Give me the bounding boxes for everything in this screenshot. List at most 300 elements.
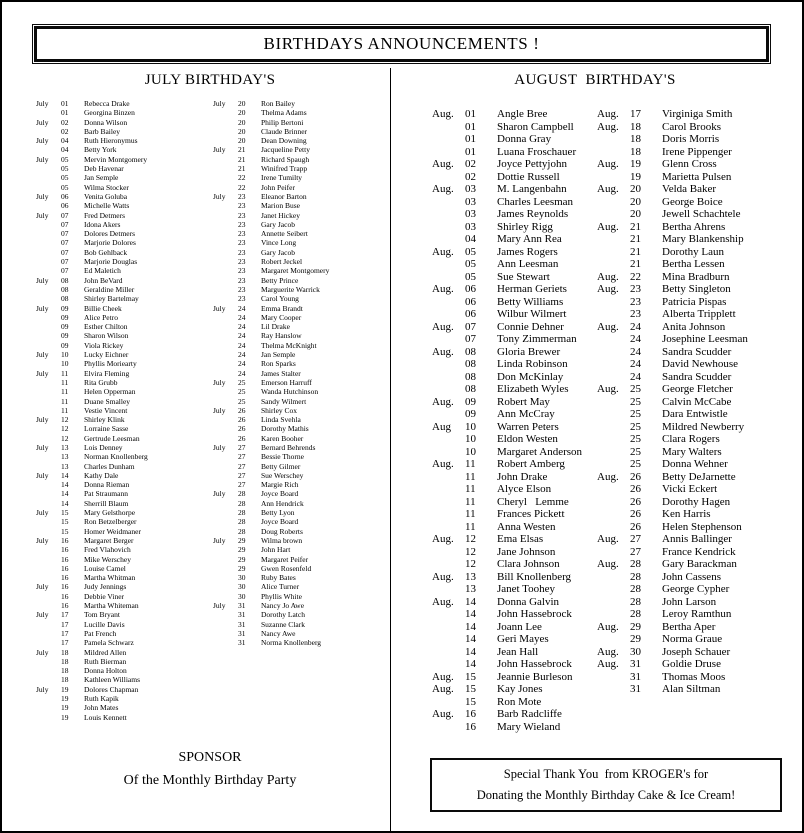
month-label	[432, 483, 465, 496]
birthday-row	[432, 658, 595, 671]
birthday-row	[213, 136, 389, 145]
person-name: Mina Bradburn	[662, 270, 730, 283]
person-name: Shirley Rigg	[497, 220, 553, 233]
person-name: John Cassens	[662, 570, 721, 583]
month-label	[36, 387, 61, 396]
month-label	[36, 434, 61, 443]
birthday-row	[597, 158, 792, 171]
month-label	[213, 155, 238, 164]
august-column-1	[432, 108, 595, 733]
day-label: 18	[630, 145, 641, 158]
day-label: 02	[61, 126, 69, 136]
person-name: Thelma Adams	[261, 108, 307, 118]
month-label: July	[213, 405, 226, 415]
birthday-row	[36, 685, 208, 694]
person-name: Robert May	[497, 395, 550, 408]
month-label	[432, 171, 465, 184]
person-name: Norma Knollenberg	[261, 638, 322, 648]
birthday-row	[36, 443, 208, 452]
person-name: Bertha Ahrens	[662, 220, 726, 233]
day-label: 19	[61, 694, 69, 703]
birthday-row	[432, 421, 595, 434]
person-name: Sue Stewart	[497, 270, 550, 283]
person-name: Robert Jeckel	[261, 257, 303, 267]
person-name: Kay Jones	[497, 683, 543, 695]
person-name: Sandra Scudder	[662, 370, 732, 383]
month-label	[213, 508, 238, 517]
day-label: 07	[465, 333, 476, 345]
person-name: Billie Cheek	[84, 303, 122, 313]
month-label	[36, 406, 61, 415]
month-label	[213, 322, 238, 331]
day-label: 24	[238, 340, 246, 350]
month-label	[213, 610, 238, 619]
month-label	[213, 359, 238, 368]
person-name: Mike Werschey	[84, 554, 131, 564]
month-label	[432, 471, 465, 484]
month-label	[597, 396, 630, 409]
month-label	[597, 208, 630, 221]
day-label: 05	[61, 164, 69, 174]
birthday-row	[213, 489, 389, 498]
birthday-row	[597, 183, 792, 196]
birthday-row	[597, 633, 792, 646]
person-name: John Hassebrock	[497, 608, 572, 620]
day-label: 04	[465, 233, 476, 245]
person-name: Betty Singleton	[662, 283, 731, 295]
day-label: 31	[630, 683, 641, 695]
day-label: 01	[465, 120, 476, 133]
person-name: Sharon Campbell	[497, 120, 574, 133]
month-label	[213, 285, 238, 294]
day-label: 26	[630, 470, 641, 483]
birthday-row	[432, 321, 595, 334]
day-label: 09	[61, 312, 69, 322]
person-name: Joann Lee	[497, 620, 542, 633]
person-name: Ann McCray	[497, 408, 555, 420]
month-label	[36, 397, 61, 406]
person-name: Cheryl Lemme	[497, 495, 569, 508]
sponsor-subtitle: Of the Monthly Birthday Party	[123, 773, 297, 788]
month-label: Aug.	[432, 570, 454, 583]
person-name: Bertha Lessen	[662, 258, 725, 270]
day-label: 18	[61, 666, 69, 676]
birthday-row	[36, 192, 208, 201]
day-label: 23	[238, 191, 246, 201]
person-name: Dorothy Laun	[662, 245, 725, 258]
birthday-row	[36, 136, 208, 145]
person-name: Sharon Wilson	[84, 331, 129, 341]
day-label: 23	[238, 247, 246, 257]
birthday-row	[597, 433, 792, 446]
day-label: 13	[61, 442, 69, 452]
birthday-row	[432, 508, 595, 521]
day-label: 24	[238, 368, 246, 378]
person-name: Shirley Cox	[261, 405, 298, 415]
day-label: 27	[238, 461, 246, 471]
birthday-row	[597, 283, 792, 296]
birthday-row	[432, 108, 595, 121]
month-label	[213, 629, 238, 638]
person-name: Alice Turner	[261, 582, 300, 592]
month-label: Aug.	[432, 595, 454, 608]
person-name: Ruth Kapik	[84, 694, 119, 703]
person-name: Ruby Bates	[261, 573, 296, 583]
birthday-row	[597, 546, 792, 559]
month-label	[432, 446, 465, 459]
person-name: Jan Semple	[261, 350, 296, 360]
day-label: 08	[465, 383, 476, 395]
birthday-row	[432, 633, 595, 646]
day-label: 23	[238, 238, 246, 248]
birthday-row	[213, 424, 389, 433]
day-label: 19	[61, 703, 69, 713]
month-label	[36, 266, 61, 275]
birthday-row	[432, 146, 595, 159]
month-label	[36, 499, 61, 508]
day-label: 18	[630, 133, 641, 145]
month-label	[36, 545, 61, 554]
month-label: July	[36, 582, 49, 592]
birthday-row	[432, 371, 595, 384]
day-label: 11	[465, 520, 476, 533]
month-label: Aug.	[597, 220, 619, 233]
day-label: 14	[465, 608, 476, 620]
day-label: 13	[465, 583, 476, 595]
month-label	[432, 608, 465, 621]
birthday-row	[432, 121, 595, 134]
birthday-row	[36, 694, 208, 703]
day-label: 23	[630, 308, 641, 320]
person-name: Suzanne Clark	[261, 619, 305, 629]
day-label: 19	[630, 158, 641, 170]
day-label: 07	[61, 247, 69, 257]
day-label: 11	[61, 405, 69, 415]
day-label: 17	[61, 619, 69, 629]
birthday-row	[213, 536, 389, 545]
july-column-1	[36, 99, 208, 722]
day-label: 20	[630, 195, 641, 208]
person-name: Jewell Schachtele	[662, 208, 741, 220]
month-label	[36, 201, 61, 210]
month-label	[597, 483, 630, 496]
month-label	[36, 313, 61, 322]
person-name: Anita Johnson	[662, 320, 726, 333]
day-label: 26	[238, 424, 246, 434]
person-name: Josephine Leesman	[662, 333, 748, 345]
birthday-row	[213, 201, 389, 210]
birthday-row	[36, 406, 208, 415]
birthday-row	[36, 555, 208, 564]
day-label: 28	[630, 608, 641, 620]
person-name: John Drake	[497, 470, 548, 483]
month-label	[432, 383, 465, 396]
month-label	[597, 433, 630, 446]
day-label: 28	[238, 517, 246, 527]
birthday-row	[432, 608, 595, 621]
birthday-row	[432, 183, 595, 196]
birthday-row	[36, 304, 208, 313]
birthday-row	[213, 220, 389, 229]
day-label: 16	[61, 591, 69, 601]
month-label	[36, 713, 61, 722]
birthday-row	[36, 592, 208, 601]
month-label: Aug.	[432, 708, 454, 720]
person-name: Helen Opperman	[84, 387, 136, 397]
birthday-row	[213, 592, 389, 601]
day-label: 08	[465, 345, 476, 358]
day-label: 25	[630, 458, 641, 470]
month-label	[432, 658, 465, 671]
day-label: 06	[465, 295, 476, 308]
birthday-row	[36, 424, 208, 433]
month-label	[213, 313, 238, 322]
day-label: 03	[465, 208, 476, 220]
person-name: Betty Lyon	[261, 508, 295, 518]
day-label: 15	[465, 670, 476, 683]
july-column-2	[213, 99, 389, 648]
person-name: Louis Kennett	[84, 712, 127, 722]
person-name: Idona Akers	[84, 219, 121, 229]
day-label: 25	[238, 377, 246, 387]
month-label	[432, 358, 465, 371]
person-name: Martha Whitman	[84, 573, 136, 583]
month-label	[597, 171, 630, 184]
month-label: Aug.	[432, 345, 454, 358]
person-name: Norman Knollenberg	[84, 452, 148, 462]
person-name: John Hassebrock	[497, 658, 572, 670]
birthday-row	[36, 415, 208, 424]
birthday-row	[213, 145, 389, 154]
birthday-row	[597, 658, 792, 671]
birthday-row	[36, 703, 208, 712]
person-name: Bernard Behrends	[261, 442, 316, 452]
person-name: Donna Rieman	[84, 480, 130, 490]
person-name: Warren Peters	[497, 420, 559, 433]
month-label: July	[36, 415, 49, 425]
birthday-row	[432, 571, 595, 584]
birthday-row	[597, 471, 792, 484]
person-name: John BeVard	[84, 275, 123, 285]
person-name: Glenn Cross	[662, 158, 717, 170]
month-label: Aug.	[597, 108, 619, 120]
month-label	[213, 545, 238, 554]
sponsor-note	[30, 746, 390, 792]
day-label: 24	[238, 312, 246, 322]
day-label: 11	[465, 495, 476, 508]
month-label	[597, 296, 630, 309]
birthday-row	[213, 183, 389, 192]
day-label: 07	[61, 238, 69, 248]
month-label: July	[36, 136, 49, 146]
person-name: Mary Walters	[662, 445, 722, 458]
birthday-row	[432, 646, 595, 659]
month-label	[36, 127, 61, 136]
month-label: Aug.	[597, 183, 619, 195]
month-label: July	[36, 508, 49, 518]
birthday-row	[36, 359, 208, 368]
person-name: Lucille Davis	[84, 619, 125, 629]
day-label: 22	[630, 270, 641, 283]
person-name: Don McKinlay	[497, 370, 564, 383]
month-label	[597, 496, 630, 509]
day-label: 28	[630, 595, 641, 608]
person-name: Eldon Westen	[497, 433, 558, 445]
day-label: 28	[238, 489, 246, 499]
month-label	[597, 133, 630, 146]
person-name: Donna Holton	[84, 666, 127, 676]
day-label: 24	[630, 333, 641, 345]
person-name: Dolores Chapman	[84, 684, 139, 694]
month-label: July	[213, 303, 226, 313]
birthday-row	[213, 564, 389, 573]
birthday-row	[597, 258, 792, 271]
birthday-row	[36, 648, 208, 657]
person-name: Ruth Hieronymus	[84, 136, 138, 146]
month-label: July	[36, 684, 49, 694]
birthday-row	[213, 229, 389, 238]
birthday-row	[597, 196, 792, 209]
month-label	[213, 517, 238, 526]
month-label	[432, 433, 465, 446]
birthday-row	[213, 582, 389, 591]
person-name: Gertrude Leesman	[84, 433, 140, 443]
birthday-row	[213, 508, 389, 517]
month-label	[213, 573, 238, 582]
person-name: Dolores Detmers	[84, 229, 136, 239]
person-name: Lil Drake	[261, 322, 290, 332]
birthday-row	[36, 211, 208, 220]
day-label: 05	[61, 154, 69, 164]
birthday-row	[432, 683, 595, 696]
birthday-row	[432, 621, 595, 634]
month-label	[213, 434, 238, 443]
month-label	[432, 196, 465, 209]
birthday-row	[597, 446, 792, 459]
birthday-row	[597, 146, 792, 159]
month-label	[597, 246, 630, 259]
birthday-row	[213, 118, 389, 127]
person-name: Elizabeth Wyles	[497, 383, 569, 395]
month-label: July	[36, 368, 49, 378]
month-label	[36, 564, 61, 573]
day-label: 11	[465, 483, 476, 495]
day-label: 10	[465, 420, 476, 433]
day-label: 23	[630, 283, 641, 295]
month-label	[36, 666, 61, 675]
birthday-row	[597, 346, 792, 359]
day-label: 08	[61, 284, 69, 294]
day-label: 07	[61, 210, 69, 220]
person-name: Alyce Elson	[497, 483, 552, 495]
day-label: 23	[238, 294, 246, 304]
month-label	[36, 489, 61, 498]
person-name: Sandy Wilmert	[261, 396, 307, 406]
month-label	[213, 424, 238, 433]
day-label: 21	[630, 245, 641, 258]
day-label: 16	[61, 545, 69, 555]
birthday-row	[597, 533, 792, 546]
day-label: 03	[465, 195, 476, 208]
birthday-row	[36, 285, 208, 294]
day-label: 05	[61, 173, 69, 183]
birthday-row	[36, 99, 208, 108]
day-label: 31	[238, 601, 246, 611]
person-name: Annette Seibert	[261, 229, 308, 239]
month-label	[36, 378, 61, 387]
birthday-row	[213, 620, 389, 629]
page-title: BIRTHDAYS ANNOUNCEMENTS !	[263, 34, 540, 53]
day-label: 04	[61, 145, 69, 155]
birthday-row	[597, 133, 792, 146]
person-name: Fred Vlahovich	[84, 545, 131, 555]
month-label	[432, 258, 465, 271]
birthday-row	[432, 483, 595, 496]
month-label: July	[36, 117, 49, 127]
birthday-row	[36, 657, 208, 666]
month-label	[213, 499, 238, 508]
month-label: Aug.	[432, 283, 454, 295]
month-label	[213, 183, 238, 192]
month-label	[597, 421, 630, 434]
person-name: Sandra Scudder	[662, 345, 732, 358]
person-name: Alberta Tripplett	[662, 308, 736, 320]
person-name: Linda Svehla	[261, 415, 301, 425]
day-label: 13	[61, 461, 69, 471]
thanks-line-2: Donating the Monthly Birthday Cake & Ice Cream!	[476, 788, 736, 802]
birthday-row	[36, 480, 208, 489]
person-name: Mary Wieland	[497, 720, 561, 733]
day-label: 24	[630, 320, 641, 333]
birthday-row	[36, 462, 208, 471]
person-name: Gary Jacob	[261, 247, 295, 257]
month-label	[432, 633, 465, 646]
person-name: Wilma brown	[261, 535, 303, 545]
day-label: 31	[238, 619, 246, 629]
month-label: July	[36, 470, 49, 480]
month-label	[432, 296, 465, 309]
birthday-row	[213, 313, 389, 322]
person-name: Vicki Eckert	[662, 483, 718, 495]
person-name: Sue Werschey	[261, 470, 304, 480]
day-label: 26	[630, 483, 641, 495]
month-label	[597, 196, 630, 209]
birthday-row	[36, 127, 208, 136]
day-label: 10	[61, 359, 69, 369]
person-name: Gary Jacob	[261, 219, 295, 229]
birthday-row	[36, 610, 208, 619]
birthday-row	[36, 378, 208, 387]
day-label: 12	[465, 558, 476, 570]
person-name: Gary Barackman	[662, 558, 737, 570]
person-name: Donna Gray	[497, 133, 552, 145]
month-label	[213, 294, 238, 303]
day-label: 16	[61, 582, 69, 592]
person-name: Irene Tumilty	[261, 173, 303, 183]
month-label	[36, 424, 61, 433]
birthday-row	[597, 383, 792, 396]
birthday-row	[213, 555, 389, 564]
day-label: 23	[630, 295, 641, 308]
person-name: Donna Galvin	[497, 595, 560, 608]
day-label: 13	[465, 570, 476, 583]
birthday-row	[213, 369, 389, 378]
day-label: 26	[630, 495, 641, 508]
month-label	[597, 596, 630, 609]
day-label: 20	[238, 108, 246, 118]
birthday-row	[36, 248, 208, 257]
person-name: Nancy Awe	[261, 628, 296, 638]
